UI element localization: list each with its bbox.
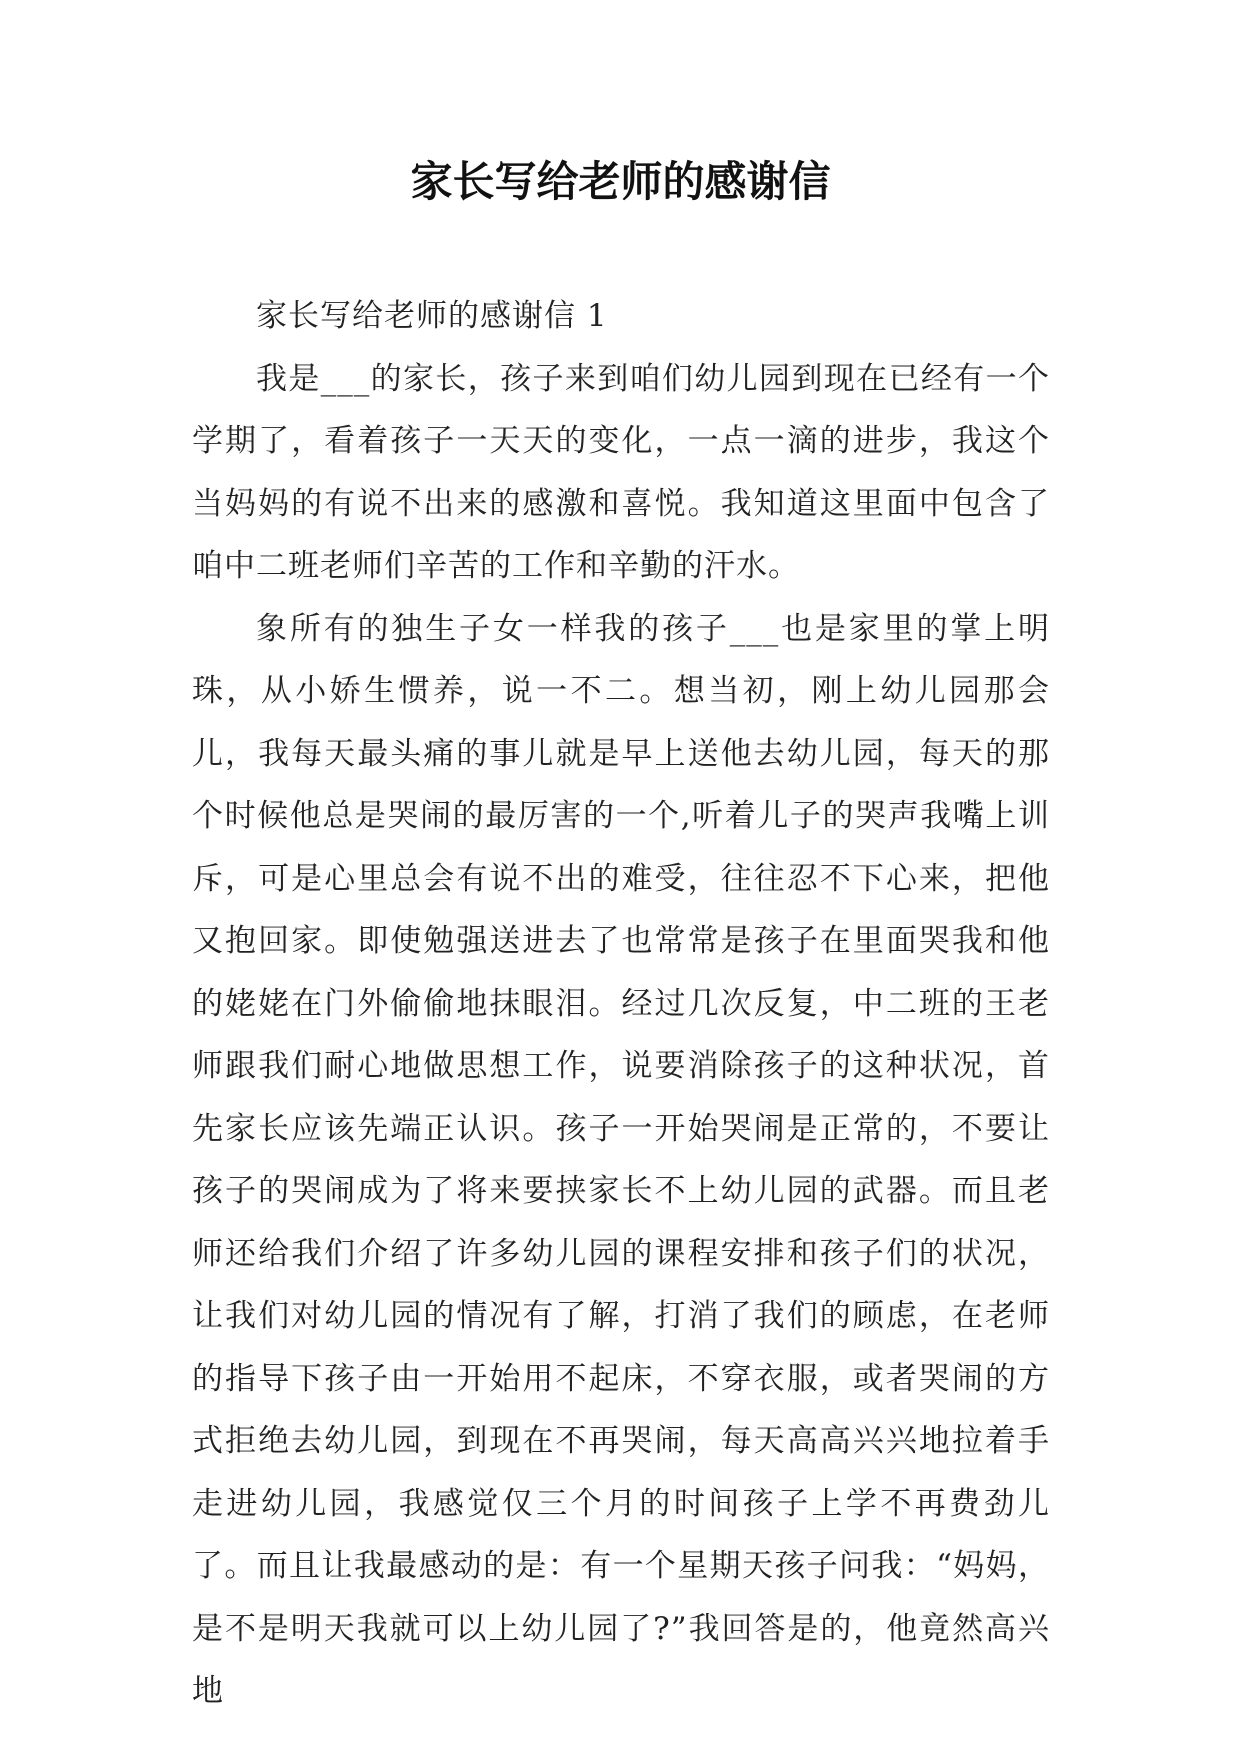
section-heading: 家长写给老师的感谢信 1 <box>256 298 608 334</box>
paragraph-1: 我是___的家长，孩子来到咱们幼儿园到现在已经有一个学期了，看着孩子一天天的变化，一点一滴的进步，我这个当妈妈的有说不出来的感激和喜悦。我知道这里面中包含了咱中二班老师们辛苦的工作和辛勤的汗水。 <box>192 360 1050 584</box>
document-body <box>192 285 1050 1723</box>
document-title: 家长写给老师的感谢信 <box>410 157 831 206</box>
paragraph-2: 象所有的独生子女一样我的孩子___也是家里的掌上明珠，从小娇生惯养，说一不二。想当初，刚上幼儿园那会儿，我每天最头痛的事儿就是早上送他去幼儿园，每天的那个时候他总是哭闹的最厉害的一个,听着儿子的哭声我嘴上训斥，可是心里总会有说不出的难受，往往忍不下心来，把他又抱回家。即使勉强送进去了也常常是孩子在里面哭我和他的姥姥在门外偷偷地抹眼泪。经过几次反复，中二班的王老师跟我们耐心地做思想工作，说要消除孩子的这种状况，首先家长应该先端正认识。孩子一开始哭闹是正常的，不要让孩子的哭闹成为了将来要挟家长不上幼儿园的武器。而且老师还给我们介绍了许多幼儿园的课程安排和孩子们的状况，让我们对幼儿园的情况有了解，打消了我们的顾虑，在老师的指导下孩子由一开始用不起床，不穿衣服，或者哭闹的方式拒绝去幼儿园，到现在不再哭闹，每天高高兴兴地拉着手走进幼儿园，我感觉仅三个月的时间孩子上学不再费劲儿了。而且让我最感动的是：有一个星期天孩子问我：“妈妈，是不是明天我就可以上幼儿园了?”我回答是的，他竟然高兴地 <box>192 610 1050 1709</box>
